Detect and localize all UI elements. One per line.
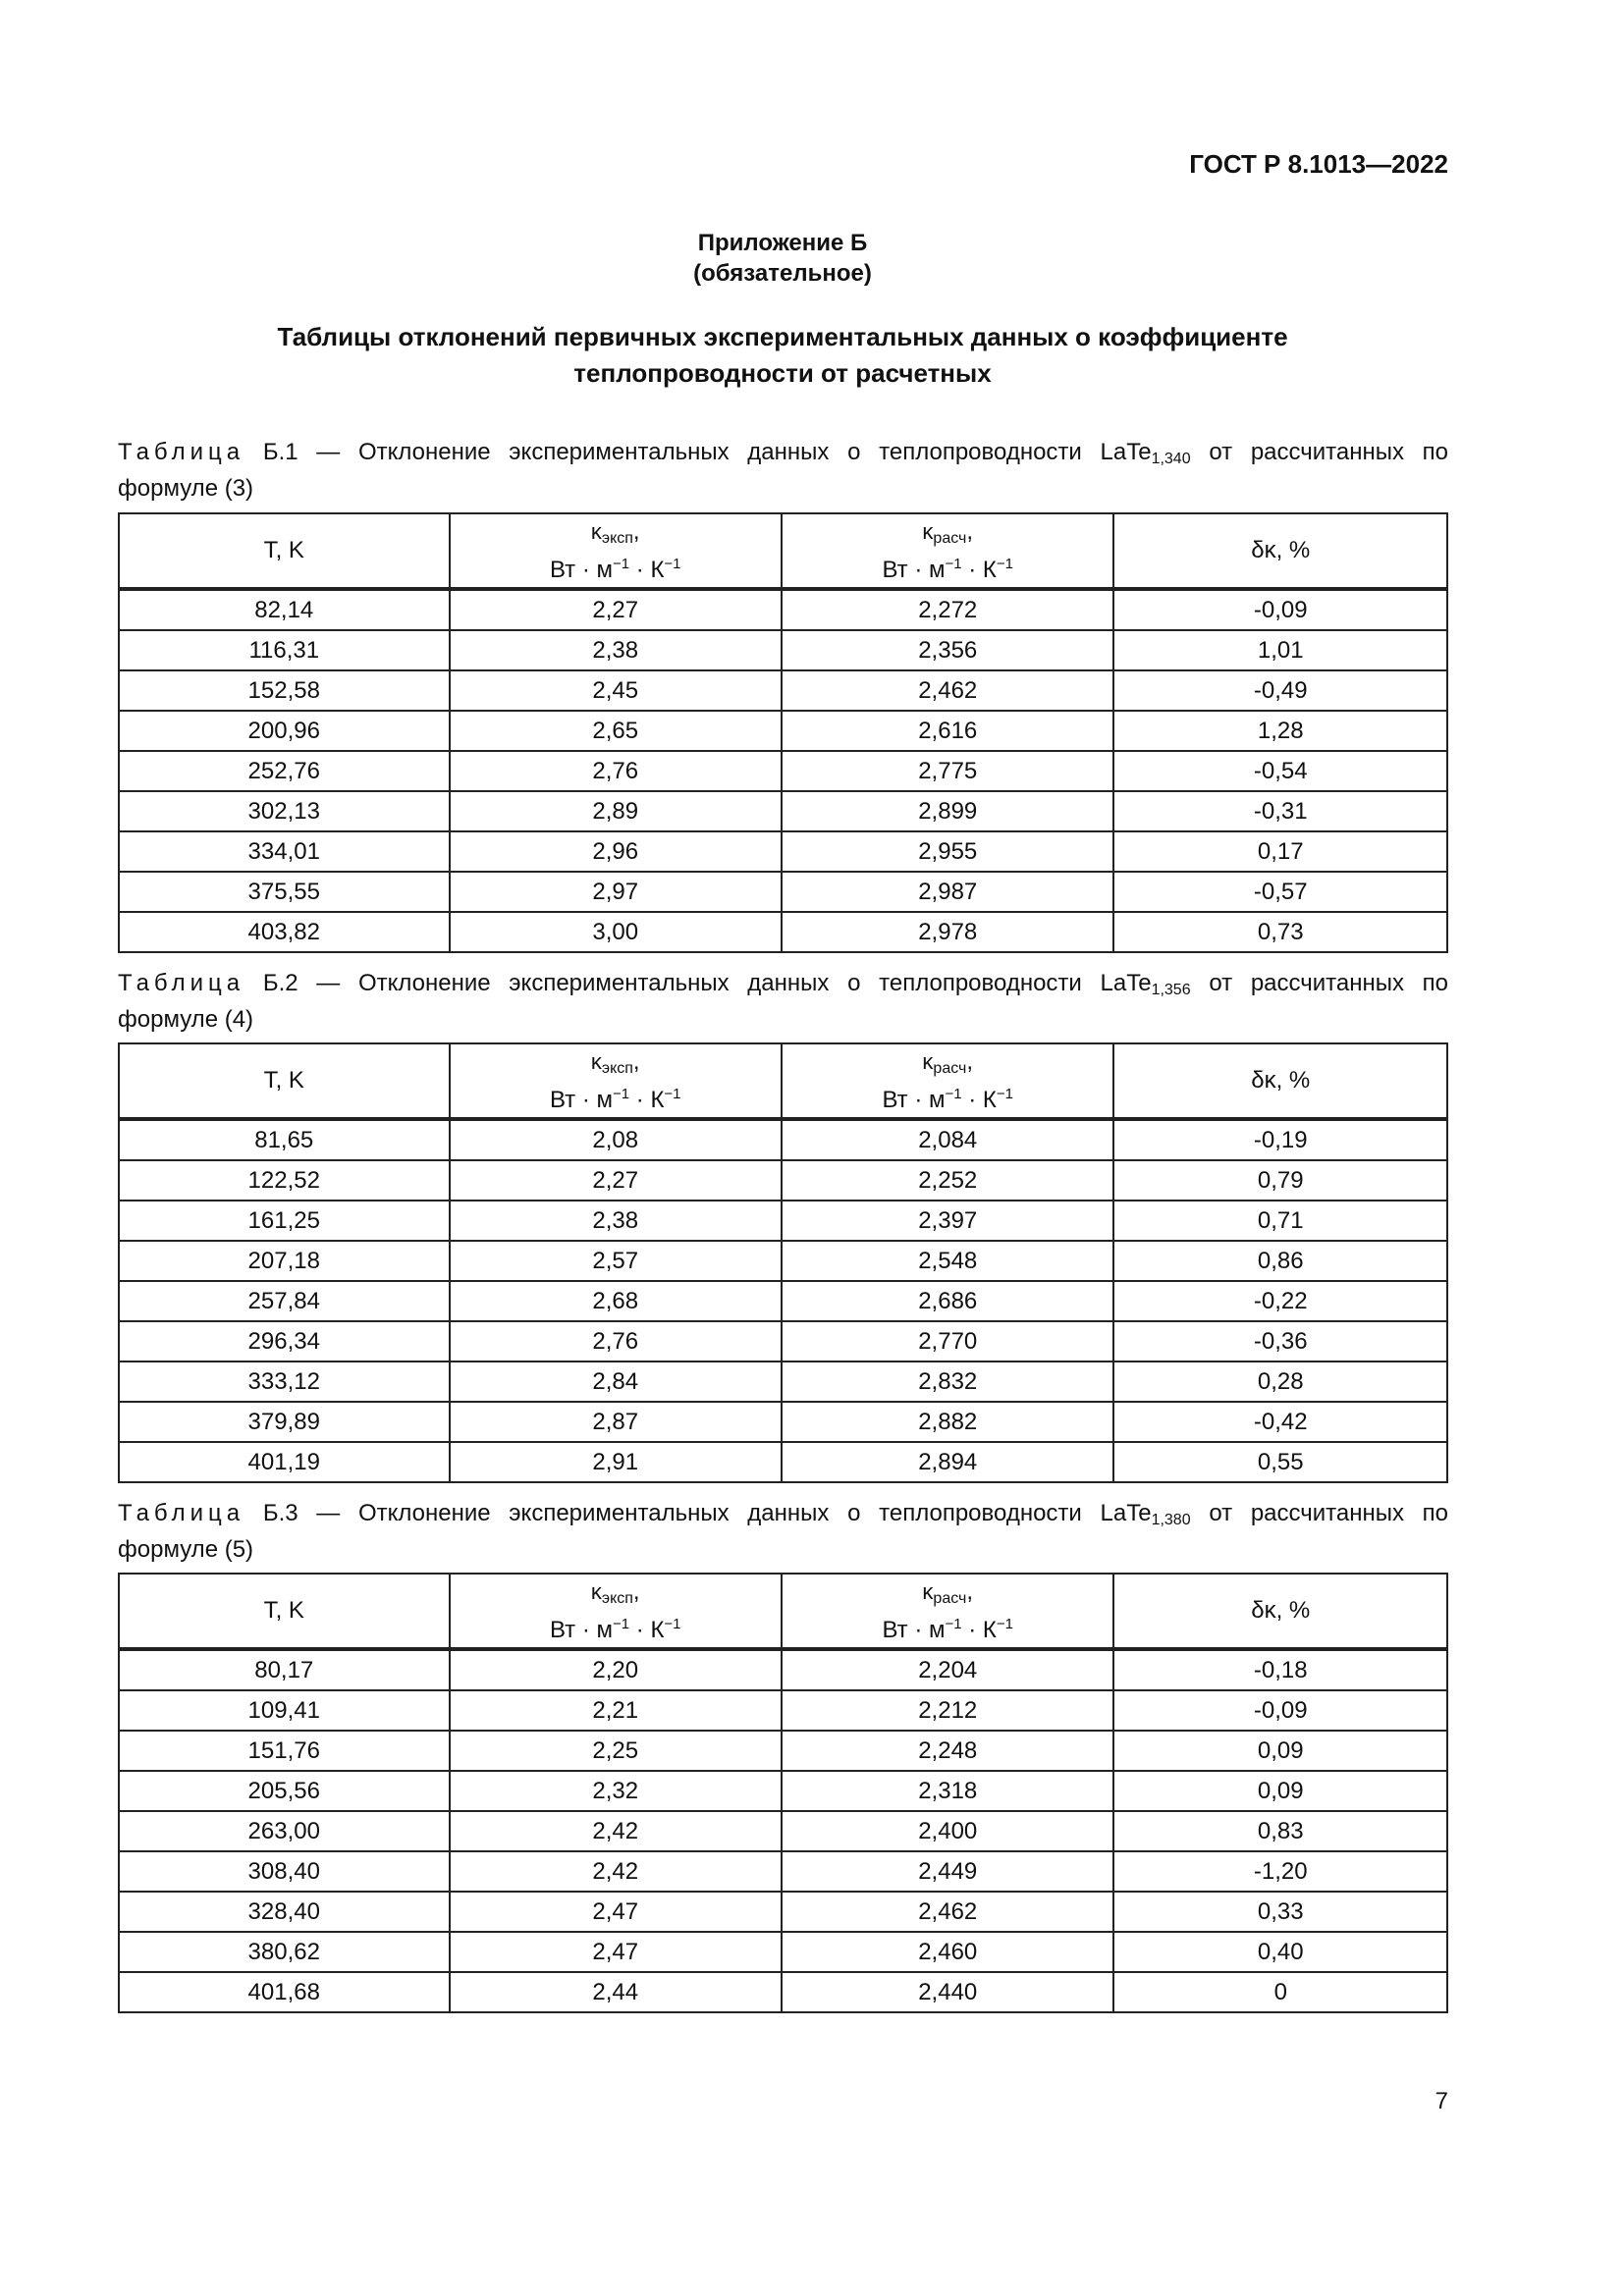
cell-kappa-exp: 2,20 [450, 1649, 782, 1690]
cell-deviation: -0,36 [1113, 1321, 1447, 1362]
unit-exponent: −1 [664, 555, 681, 572]
table-row [119, 751, 1447, 791]
cell-kappa-calc: 2,987 [782, 872, 1114, 912]
cell-kappa-exp: 2,44 [450, 1972, 782, 2012]
cell-deviation: 0,33 [1113, 1892, 1447, 1932]
unit-text: Вт · м [882, 1616, 946, 1643]
cell-temperature: 302,13 [119, 791, 450, 831]
standard-number: ГОСТ Р 8.1013—2022 [1189, 149, 1448, 179]
cell-temperature: 109,41 [119, 1690, 450, 1731]
unit-exponent: −1 [945, 1085, 962, 1102]
cell-temperature: 81,65 [119, 1119, 450, 1160]
cell-kappa-exp: 2,87 [450, 1402, 782, 1442]
cell-temperature: 333,12 [119, 1362, 450, 1402]
table-row [119, 589, 1447, 630]
cell-kappa-exp: 2,27 [450, 1160, 782, 1201]
cell-kappa-calc: 2,084 [782, 1119, 1114, 1160]
table-row [119, 670, 1447, 711]
cell-temperature: 200,96 [119, 711, 450, 751]
deviation-table [118, 1573, 1448, 2013]
table-label: Таблица [118, 970, 245, 996]
cell-deviation: 1,01 [1113, 630, 1447, 670]
cell-kappa-calc: 2,686 [782, 1281, 1114, 1321]
cell-kappa-calc: 2,204 [782, 1649, 1114, 1690]
unit-exponent: −1 [996, 555, 1014, 572]
column-header-deviation: δκ, % [1113, 513, 1447, 589]
cell-kappa-exp: 2,96 [450, 831, 782, 872]
column-header-temperature: T, K [119, 1574, 450, 1649]
cell-kappa-exp: 2,76 [450, 1321, 782, 1362]
cell-kappa-calc: 2,955 [782, 831, 1114, 872]
cell-kappa-exp: 2,76 [450, 751, 782, 791]
unit-text: · К [629, 556, 665, 583]
page-number: 7 [1435, 2088, 1448, 2114]
cell-kappa-calc: 2,894 [782, 1442, 1114, 1482]
cell-kappa-calc: 2,400 [782, 1811, 1114, 1851]
cell-kappa-calc: 2,356 [782, 630, 1114, 670]
caption-text: от рассчитанных по [1209, 970, 1449, 996]
unit-text: Вт · м [549, 556, 613, 583]
cell-temperature: 82,14 [119, 589, 450, 630]
cell-deviation: -0,42 [1113, 1402, 1447, 1442]
cell-deviation: 0,79 [1113, 1160, 1447, 1201]
cell-kappa-exp: 2,42 [450, 1811, 782, 1851]
table-row [119, 1892, 1447, 1932]
table-row [119, 1811, 1447, 1851]
cell-deviation: -0,57 [1113, 872, 1447, 912]
unit-text: · К [629, 1086, 665, 1113]
cell-kappa-calc: 2,775 [782, 751, 1114, 791]
cell-temperature: 308,40 [119, 1851, 450, 1892]
cell-kappa-exp: 2,84 [450, 1362, 782, 1402]
cell-kappa-calc: 2,616 [782, 711, 1114, 751]
cell-temperature: 207,18 [119, 1241, 450, 1281]
cell-kappa-exp: 2,68 [450, 1281, 782, 1321]
cell-kappa-exp: 2,32 [450, 1771, 782, 1811]
unit-exponent: −1 [664, 1085, 681, 1102]
cell-temperature: 296,34 [119, 1321, 450, 1362]
formula-subscript: 1,380 [1151, 1512, 1191, 1528]
cell-kappa-calc: 2,548 [782, 1241, 1114, 1281]
table-row [119, 1932, 1447, 1972]
cell-kappa-calc: 2,440 [782, 1972, 1114, 2012]
cell-deviation: -0,49 [1113, 670, 1447, 711]
caption-formula-ref: формуле (4) [118, 1006, 254, 1033]
unit-exponent: −1 [945, 1615, 962, 1632]
cell-temperature: 401,68 [119, 1972, 450, 2012]
cell-deviation: -1,20 [1113, 1851, 1447, 1892]
unit-exponent: −1 [945, 555, 962, 572]
cell-deviation: 0,17 [1113, 831, 1447, 872]
appendix-status: (обязательное) [693, 260, 872, 287]
cell-kappa-exp: 2,89 [450, 791, 782, 831]
table-row [119, 1442, 1447, 1482]
cell-kappa-exp: 2,47 [450, 1892, 782, 1932]
unit-exponent: −1 [996, 1085, 1014, 1102]
unit-text: · К [961, 556, 997, 583]
cell-deviation: -0,09 [1113, 589, 1447, 630]
column-header-kappa-exp: $\kappa_{эксп}$, Вт · $м^{-1} \cdot К^{-1}$ [450, 1574, 782, 1649]
cell-kappa-exp: 2,47 [450, 1932, 782, 1972]
cell-kappa-exp: 2,27 [450, 589, 782, 630]
table-row [119, 1649, 1447, 1690]
table-caption [118, 1499, 1448, 1565]
cell-kappa-calc: 2,978 [782, 912, 1114, 952]
cell-temperature: 252,76 [119, 751, 450, 791]
cell-temperature: 80,17 [119, 1649, 450, 1690]
kappa-symbol: κ [922, 1578, 934, 1604]
cell-kappa-calc: 2,252 [782, 1160, 1114, 1201]
cell-kappa-exp: 2,42 [450, 1851, 782, 1892]
caption-formula-ref: формуле (3) [118, 475, 254, 502]
cell-temperature: 328,40 [119, 1892, 450, 1932]
table-row [119, 831, 1447, 872]
kappa-subscript: эксп [601, 1589, 633, 1607]
table-row [119, 1851, 1447, 1892]
table-row [119, 1281, 1447, 1321]
table-row [119, 1241, 1447, 1281]
cell-kappa-calc: 2,248 [782, 1731, 1114, 1771]
column-header-deviation: δκ, % [1113, 1043, 1447, 1119]
column-header-temperature: T, K [119, 513, 450, 589]
cell-kappa-exp: 3,00 [450, 912, 782, 952]
column-header-deviation: δκ, % [1113, 1574, 1447, 1649]
cell-temperature: 161,25 [119, 1201, 450, 1241]
column-header-kappa-calc: $\kappa_{расч}$, Вт · $м^{-1} \cdot К^{-1}$ [782, 1574, 1114, 1649]
cell-deviation: -0,54 [1113, 751, 1447, 791]
cell-deviation: -0,31 [1113, 791, 1447, 831]
cell-deviation: -0,09 [1113, 1690, 1447, 1731]
table-row [119, 1972, 1447, 2012]
table-row [119, 1402, 1447, 1442]
cell-kappa-calc: 2,397 [782, 1201, 1114, 1241]
kappa-symbol: κ [590, 1578, 602, 1604]
cell-temperature: 379,89 [119, 1402, 450, 1442]
cell-kappa-exp: 2,57 [450, 1241, 782, 1281]
cell-temperature: 257,84 [119, 1281, 450, 1321]
cell-kappa-calc: 2,449 [782, 1851, 1114, 1892]
cell-temperature: 152,58 [119, 670, 450, 711]
cell-deviation: 0,09 [1113, 1731, 1447, 1771]
cell-temperature: 334,01 [119, 831, 450, 872]
cell-deviation: -0,18 [1113, 1649, 1447, 1690]
table-row [119, 791, 1447, 831]
unit-exponent: −1 [613, 1085, 630, 1102]
table-row [119, 1690, 1447, 1731]
cell-deviation: 0 [1113, 1972, 1447, 2012]
appendix-heading-line1: Таблицы отклонений первичных экспериментальных данных о коэффициенте [277, 322, 1288, 351]
kappa-subscript: расч [933, 1589, 967, 1607]
unit-text: · К [629, 1616, 665, 1643]
cell-kappa-calc: 2,770 [782, 1321, 1114, 1362]
cell-kappa-exp: 2,21 [450, 1690, 782, 1731]
cell-kappa-exp: 2,38 [450, 630, 782, 670]
cell-deviation: 1,28 [1113, 711, 1447, 751]
cell-temperature: 401,19 [119, 1442, 450, 1482]
cell-kappa-exp: 2,65 [450, 711, 782, 751]
deviation-table [118, 1042, 1448, 1483]
column-header-temperature: T, K [119, 1043, 450, 1119]
cell-deviation: 0,71 [1113, 1201, 1447, 1241]
cell-kappa-calc: 2,272 [782, 589, 1114, 630]
kappa-symbol: κ [590, 518, 602, 544]
table-row [119, 1362, 1447, 1402]
caption-text: Б.1 — Отклонение экспериментальных данных о теплопроводности LaTe [262, 439, 1152, 465]
deviation-table [118, 512, 1448, 953]
cell-temperature: 122,52 [119, 1160, 450, 1201]
cell-kappa-calc: 2,318 [782, 1771, 1114, 1811]
cell-deviation: 0,40 [1113, 1932, 1447, 1972]
cell-kappa-calc: 2,462 [782, 1892, 1114, 1932]
cell-deviation: 0,73 [1113, 912, 1447, 952]
caption-text: от рассчитанных по [1209, 439, 1449, 465]
table-row [119, 1731, 1447, 1771]
column-header-kappa-exp: $\kappa_{эксп}$, Вт · $м^{-1} \cdot К^{-1}$ [450, 513, 782, 589]
table-header-row [119, 1574, 1447, 1649]
table-row [119, 1321, 1447, 1362]
cell-kappa-calc: 2,460 [782, 1932, 1114, 1972]
cell-deviation: 0,55 [1113, 1442, 1447, 1482]
kappa-symbol: κ [590, 1048, 602, 1074]
table-row [119, 1771, 1447, 1811]
cell-kappa-calc: 2,832 [782, 1362, 1114, 1402]
kappa-symbol: κ [922, 518, 934, 544]
cell-deviation: 0,86 [1113, 1241, 1447, 1281]
appendix-title: Приложение Б [697, 230, 868, 256]
unit-exponent: −1 [664, 1615, 681, 1632]
unit-exponent: −1 [996, 1615, 1014, 1632]
kappa-symbol: κ [922, 1048, 934, 1074]
table-header-row [119, 1043, 1447, 1119]
cell-kappa-exp: 2,08 [450, 1119, 782, 1160]
formula-subscript: 1,340 [1151, 451, 1191, 467]
cell-temperature: 403,82 [119, 912, 450, 952]
caption-formula-ref: формуле (5) [118, 1536, 254, 1563]
cell-kappa-exp: 2,91 [450, 1442, 782, 1482]
unit-text: Вт · м [882, 556, 946, 583]
cell-kappa-calc: 2,462 [782, 670, 1114, 711]
kappa-subscript: эксп [601, 1059, 633, 1077]
table-row [119, 711, 1447, 751]
unit-text: Вт · м [549, 1086, 613, 1113]
table-row [119, 1160, 1447, 1201]
unit-text: Вт · м [549, 1616, 613, 1643]
column-header-kappa-calc: $\kappa_{расч}$, Вт · $м^{-1} \cdot К^{-1}$ [782, 1043, 1114, 1119]
formula-subscript: 1,356 [1151, 982, 1191, 998]
unit-exponent: −1 [613, 1615, 630, 1632]
table-row [119, 630, 1447, 670]
cell-deviation: -0,19 [1113, 1119, 1447, 1160]
kappa-subscript: расч [933, 1059, 967, 1077]
table-row [119, 912, 1447, 952]
unit-text: Вт · м [882, 1086, 946, 1113]
cell-kappa-exp: 2,25 [450, 1731, 782, 1771]
cell-kappa-calc: 2,882 [782, 1402, 1114, 1442]
table-row [119, 1201, 1447, 1241]
column-header-kappa-exp: $\kappa_{эксп}$, Вт · $м^{-1} \cdot К^{-1}$ [450, 1043, 782, 1119]
unit-text: · К [961, 1616, 997, 1643]
cell-kappa-exp: 2,38 [450, 1201, 782, 1241]
table-label: Таблица [118, 1500, 245, 1526]
cell-kappa-calc: 2,899 [782, 791, 1114, 831]
cell-deviation: 0,09 [1113, 1771, 1447, 1811]
caption-text: Б.2 — Отклонение экспериментальных данных о теплопроводности LaTe [262, 970, 1152, 996]
table-label: Таблица [118, 439, 245, 465]
unit-exponent: −1 [613, 555, 630, 572]
table-caption [118, 969, 1448, 1035]
cell-temperature: 116,31 [119, 630, 450, 670]
cell-temperature: 263,00 [119, 1811, 450, 1851]
kappa-subscript: расч [933, 529, 967, 547]
table-header-row [119, 513, 1447, 589]
caption-text: Б.3 — Отклонение экспериментальных данных о теплопроводности LaTe [262, 1500, 1152, 1526]
cell-kappa-exp: 2,45 [450, 670, 782, 711]
table-caption [118, 438, 1448, 504]
cell-kappa-exp: 2,97 [450, 872, 782, 912]
cell-temperature: 151,76 [119, 1731, 450, 1771]
cell-temperature: 205,56 [119, 1771, 450, 1811]
caption-text: от рассчитанных по [1209, 1500, 1449, 1526]
cell-deviation: 0,28 [1113, 1362, 1447, 1402]
cell-temperature: 380,62 [119, 1932, 450, 1972]
table-row [119, 1119, 1447, 1160]
table-row [119, 872, 1447, 912]
cell-kappa-calc: 2,212 [782, 1690, 1114, 1731]
cell-deviation: 0,83 [1113, 1811, 1447, 1851]
column-header-kappa-calc: $\kappa_{расч}$, Вт · $м^{-1} \cdot К^{-1}$ [782, 513, 1114, 589]
cell-temperature: 375,55 [119, 872, 450, 912]
appendix-heading-line2: теплопроводности от расчетных [573, 358, 992, 388]
cell-deviation: -0,22 [1113, 1281, 1447, 1321]
unit-text: · К [961, 1086, 997, 1113]
kappa-subscript: эксп [601, 529, 633, 547]
